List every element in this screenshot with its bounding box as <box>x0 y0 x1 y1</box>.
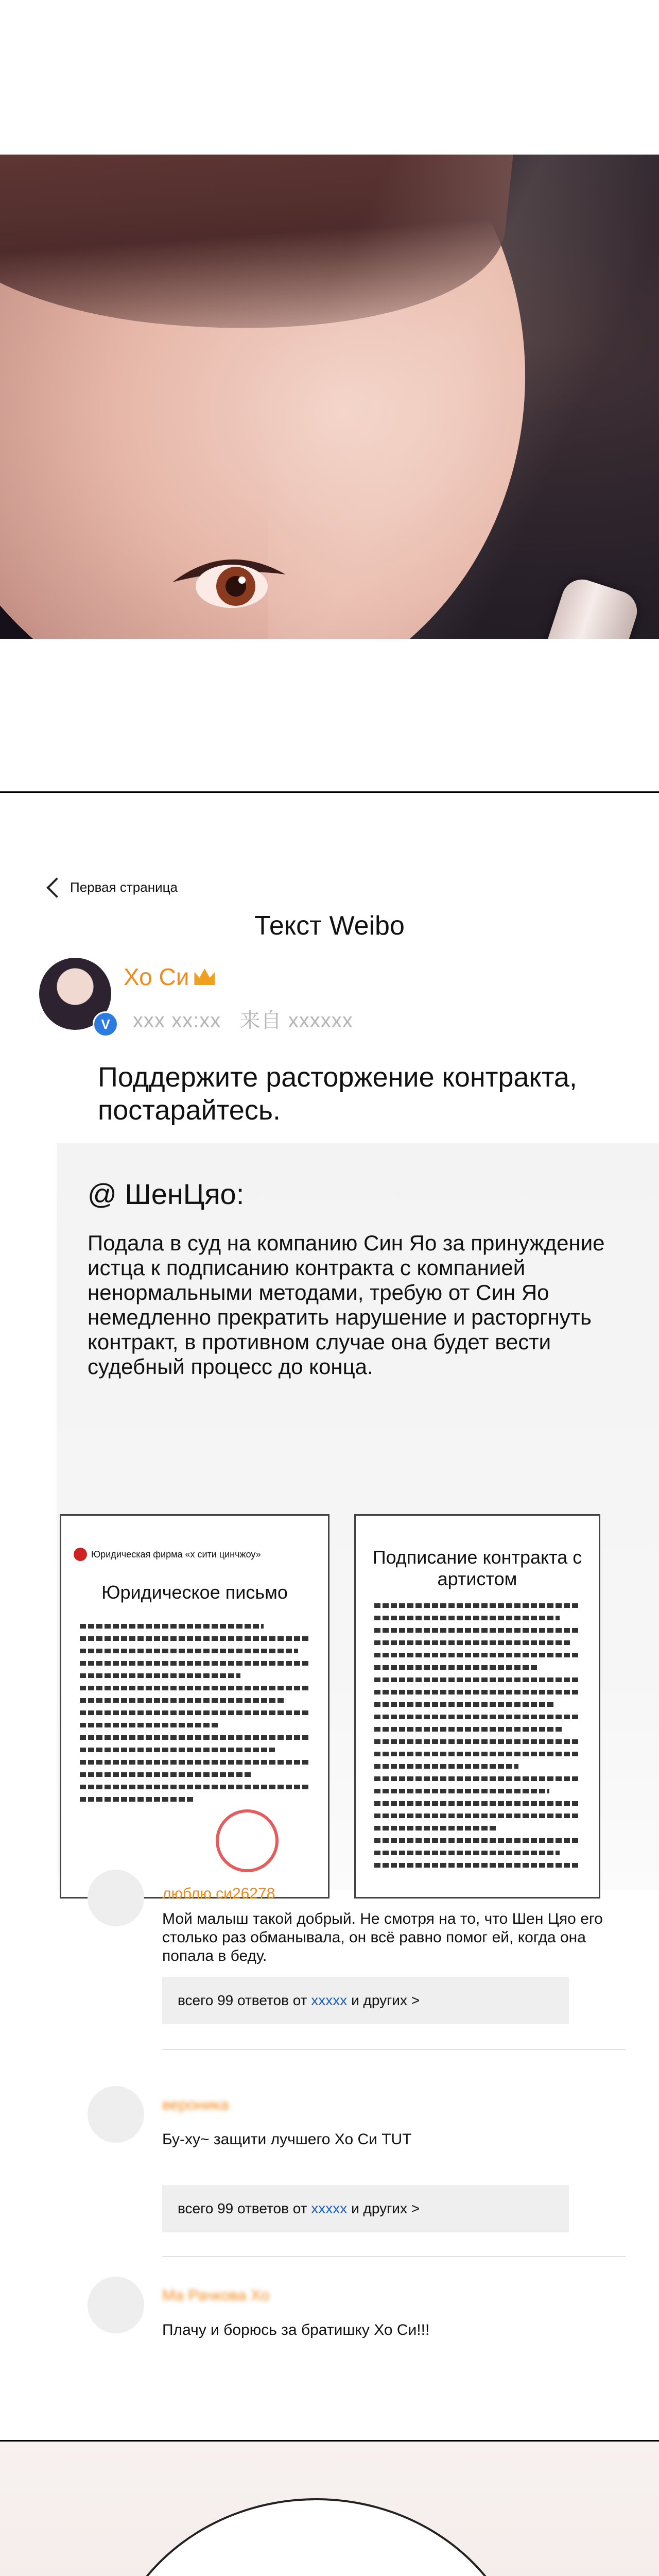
comment-text: Мой малыш такой добрый. Не смотря на то, что Шен Цяо его столько раз обманывала, он всё равно помог ей, когда она попала в беду. <box>162 1910 603 1964</box>
repost-mention[interactable]: @ ШенЦяо: <box>88 1178 245 1210</box>
replies-link[interactable] <box>162 2185 569 2232</box>
divider <box>162 2049 626 2050</box>
post-time: xxx xx:xx <box>133 1009 221 1032</box>
replies-suffix: и других > <box>347 1992 420 2008</box>
comment-text: Плачу и борюсь за братишку Хо Си!!! <box>162 2321 430 2338</box>
comment-username[interactable]: вероника <box>162 2096 229 2113</box>
seal-stamp <box>216 1809 279 1872</box>
verified-icon: V <box>93 1011 118 1037</box>
eye-closeup-panel <box>0 155 659 639</box>
post-meta <box>133 1004 353 1033</box>
page-title: Текст Weibo <box>254 911 405 941</box>
eye-illustration <box>170 546 288 618</box>
speech-bubble <box>103 2498 529 2576</box>
comment-username[interactable]: Ма Рачкова Хо <box>162 2287 270 2304</box>
replies-user-link[interactable]: xxxxx <box>311 2200 348 2216</box>
speech-panel <box>0 2440 659 2576</box>
firm-name: Юридическая фирма «x сити цинчжоу» <box>91 1549 261 1560</box>
comment-avatar[interactable] <box>88 2086 144 2143</box>
back-label: Первая страница <box>70 879 178 895</box>
replies-suffix: и других > <box>347 2200 420 2216</box>
document-text-lines <box>374 1603 580 1875</box>
divider <box>162 2256 626 2257</box>
chevron-left-icon <box>46 877 67 898</box>
username-text: Хо Си <box>124 963 189 990</box>
repost-card[interactable] <box>57 1143 659 1890</box>
comment-avatar[interactable] <box>88 2277 144 2333</box>
legal-letter-title: Юридическое письмо <box>101 1582 288 1603</box>
screen-light-beam <box>268 155 659 639</box>
replies-user-link[interactable]: xxxxx <box>311 1992 348 2008</box>
back-button[interactable] <box>49 879 178 895</box>
post-text: Поддержите расторжение контракта, постарайтесь. <box>98 1062 577 1126</box>
replies-prefix: всего 99 ответов от <box>178 1992 311 2008</box>
comment-avatar[interactable] <box>88 1870 144 1926</box>
law-firm-header <box>74 1548 261 1561</box>
replies-prefix: всего 99 ответов от <box>178 2200 311 2216</box>
document-text-lines <box>80 1624 309 1809</box>
contract-title: Подписание контракта с артистом <box>372 1547 582 1589</box>
contract-image[interactable] <box>354 1514 600 1899</box>
firm-logo-icon <box>74 1548 87 1561</box>
weibo-post-screen <box>0 791 659 2442</box>
post-source: 来自 xxxxxx <box>239 1009 353 1032</box>
comment-text: Бу-ху~ защити лучшего Хо Си TUT <box>162 2131 412 2148</box>
legal-letter-image[interactable] <box>60 1514 330 1899</box>
replies-link[interactable] <box>162 1977 569 2024</box>
repost-quote: Подала в суд на компанию Син Яо за принуждение истца к подписанию контракта с компанией ненормальными методами, требую от Син Яо немедленно прекратить нарушение и расторгнуть контракт, в противном случае она будет вести судебный процесс до конца. <box>88 1231 605 1379</box>
username[interactable] <box>124 963 215 991</box>
crown-icon <box>194 969 215 985</box>
comment-username[interactable]: люблю си26278 <box>162 1885 275 1902</box>
